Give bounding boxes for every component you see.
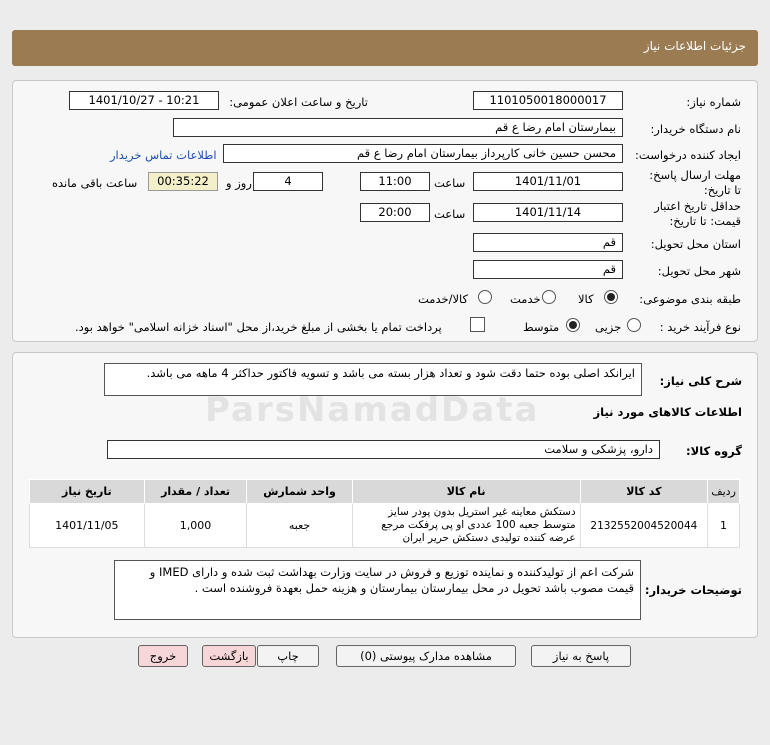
category-radio-both[interactable] xyxy=(478,290,492,304)
col-date: تاریخ نیاز xyxy=(30,480,145,504)
city-field[interactable]: قم xyxy=(473,260,623,279)
exit-button[interactable]: خروج xyxy=(138,645,188,667)
need-number-field[interactable]: 1101050018000017 xyxy=(473,91,623,110)
category-option-service: خدمت xyxy=(510,292,541,306)
announce-label: تاریخ و ساعت اعلان عمومی: xyxy=(229,95,368,109)
days-field[interactable]: 4 xyxy=(253,172,323,191)
need-number-label: شماره نیاز: xyxy=(686,95,741,109)
goods-group-label: گروه کالا: xyxy=(686,444,742,458)
cell-qty: 1,000 xyxy=(144,504,247,548)
city-label: شهر محل تحویل: xyxy=(657,264,741,278)
deadline-date-field[interactable]: 1401/11/01 xyxy=(473,172,623,191)
back-button[interactable]: بازگشت xyxy=(202,645,256,667)
deadline-label: مهلت ارسال پاسخ: تا تاریخ: xyxy=(649,168,741,197)
remaining-label: ساعت باقی مانده xyxy=(52,176,138,190)
col-name: نام کالا xyxy=(352,480,580,504)
deadline-time-field[interactable]: 11:00 xyxy=(360,172,430,191)
requester-label: ایجاد کننده درخواست: xyxy=(635,148,741,162)
cell-unit: جعبه xyxy=(247,504,352,548)
watermark: ParsNamadData xyxy=(205,390,540,430)
goods-info-title: اطلاعات کالاهای مورد نیاز xyxy=(593,405,742,419)
province-field[interactable]: قم xyxy=(473,233,623,252)
requester-field[interactable]: محسن حسین خانی کارپرداز بیمارستان امام رضا ع قم xyxy=(223,144,623,163)
contact-buyer-link[interactable]: اطلاعات تماس خریدار xyxy=(110,148,217,162)
buyer-notes-label: توضیحات خریدار: xyxy=(644,583,742,597)
category-radio-goods[interactable] xyxy=(604,290,618,304)
process-radio-medium[interactable] xyxy=(566,318,580,332)
category-option-goods: کالا xyxy=(578,292,594,306)
col-unit: واحد شمارش xyxy=(247,480,352,504)
cell-date: 1401/11/05 xyxy=(30,504,145,548)
goods-group-field[interactable]: دارو، پزشکی و سلامت xyxy=(107,440,660,459)
page-header xyxy=(12,30,758,66)
col-code: کد کالا xyxy=(580,480,707,504)
validity-date-field[interactable]: 1401/11/14 xyxy=(473,203,623,222)
payment-note: پرداخت تمام یا بخشی از مبلغ خرید،از محل "اسناد خزانه اسلامی" خواهد بود. xyxy=(75,320,442,334)
col-qty: تعداد / مقدار xyxy=(144,480,247,504)
category-label: طبقه بندی موضوعی: xyxy=(639,292,741,306)
days-label: روز و xyxy=(226,176,252,190)
announce-field[interactable]: 1401/10/27 - 10:21 xyxy=(69,91,219,110)
goods-table xyxy=(29,479,740,548)
buyer-org-label: نام دستگاه خریدار: xyxy=(650,122,741,136)
buyer-notes-box: شرکت اعم از تولیدکننده و نماینده توزیع و فروش در سایت وزارت بهداشت ثبت شده و دارای IMED و قیمت مصوب باشد تحویل در محل بیمارستان بیمارستان و هزینه حمل بعهدة فروشنده است . xyxy=(114,560,641,620)
process-label: نوع فرآیند خرید : xyxy=(659,320,741,334)
category-option-both: کالا/خدمت xyxy=(418,292,469,306)
process-option-medium: متوسط xyxy=(523,320,560,334)
validity-time-field[interactable]: 20:00 xyxy=(360,203,430,222)
treasury-checkbox[interactable] xyxy=(470,317,485,332)
process-radio-minor[interactable] xyxy=(627,318,641,332)
cell-row: 1 xyxy=(708,504,740,548)
remaining-time-field: 00:35:22 xyxy=(148,172,218,191)
page-title: جزئیات اطلاعات نیاز xyxy=(643,39,746,53)
description-label: شرح کلی نیاز: xyxy=(659,374,742,388)
reply-button[interactable]: پاسخ به نیاز xyxy=(531,645,631,667)
process-option-minor: جزیی xyxy=(595,320,622,334)
buyer-org-field[interactable]: بیمارستان امام رضا ع قم xyxy=(173,118,623,137)
table-row xyxy=(30,504,740,548)
cell-code: 2132552004520044 xyxy=(580,504,707,548)
validity-time-label: ساعت xyxy=(434,207,466,221)
attachments-button[interactable]: مشاهده مدارک پیوستی (0) xyxy=(336,645,516,667)
cell-name: دستکش معاینه غیر استریل بدون پودر سایز متوسط جعبه 100 عددی او پی پرفکت مرجع عرضه کننده تولیدی دستکش حریر ایران xyxy=(352,504,580,548)
col-row: ردیف xyxy=(708,480,740,504)
description-box: ایرانکد اصلی بوده حتما دقت شود و تعداد هزار بسته می باشد و تسویه فاکتور حداکثر 4 ماهه می باشد. xyxy=(104,363,642,396)
print-button[interactable]: چاپ xyxy=(257,645,319,667)
category-radio-service[interactable] xyxy=(542,290,556,304)
deadline-time-label: ساعت xyxy=(434,176,466,190)
validity-label: حداقل تاریخ اعتبار قیمت: تا تاریخ: xyxy=(654,199,741,228)
province-label: استان محل تحویل: xyxy=(650,237,741,251)
